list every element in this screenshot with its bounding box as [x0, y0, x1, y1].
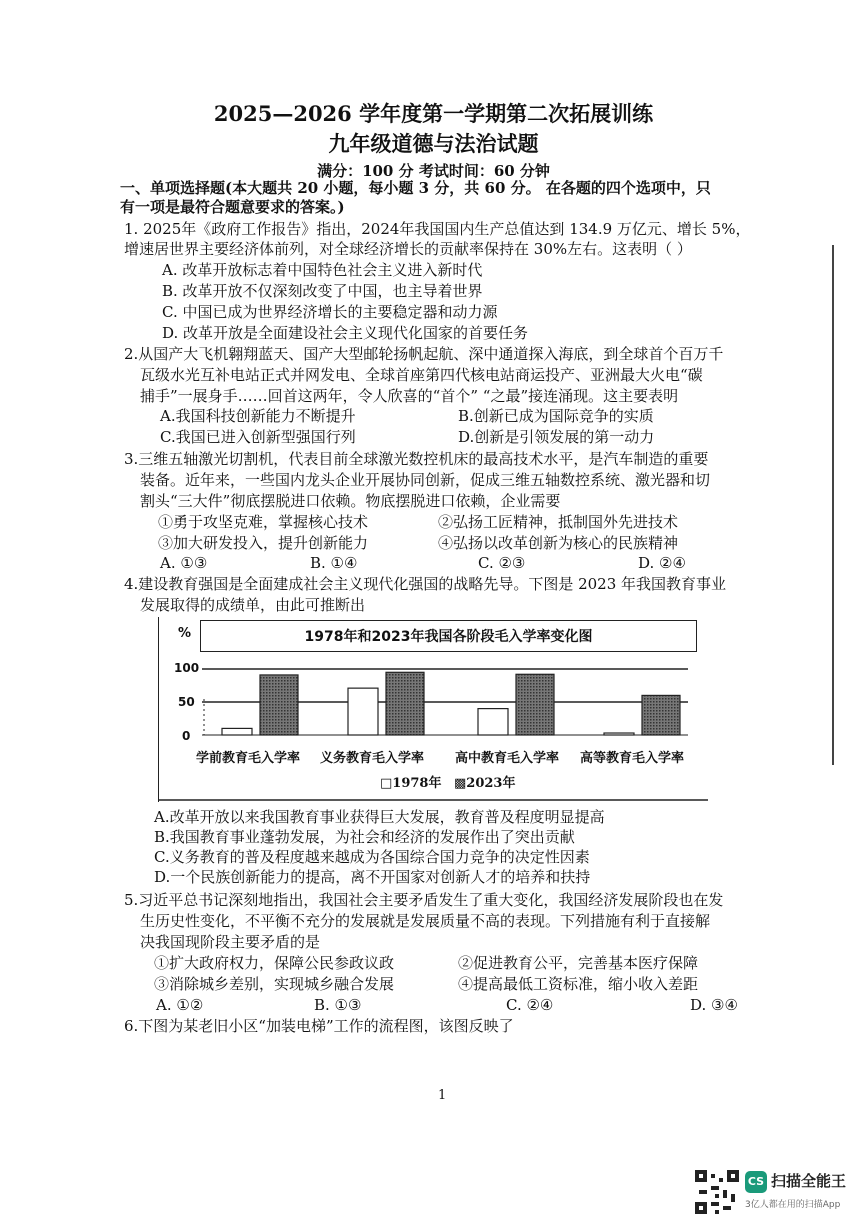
exam-meta: 满分：100 分 考试时间：60 分钟 — [317, 162, 550, 180]
q3-option-d: D. ②④ — [638, 554, 686, 572]
q5-statement-3: ③消除城乡差别，实现城乡融合发展 — [154, 975, 395, 993]
bar-2023-4 — [642, 695, 680, 735]
legend-1978: □1978年 — [380, 776, 442, 791]
q3-stem-line3: 割头“三大件”彻底摆脱进口依赖。物底摆脱进口依赖，企业需要 — [140, 492, 561, 510]
chart-legend — [380, 772, 515, 791]
q5-stem-line2: 生历史性变化，不平衡不充分的发展就是发展质量不高的表现。下列措施有利于直接解 — [140, 912, 711, 930]
q1-option-c: C. 中国已成为世界经济增长的主要稳定器和动力源 — [162, 303, 498, 321]
q5-statement-4: ④提高最低工资标准，缩小收入差距 — [458, 975, 699, 993]
q5-option-d: D. ③④ — [690, 996, 738, 1014]
margin-line — [832, 245, 834, 765]
exam-title: 2025—2026 学年度第一学期第二次拓展训练 — [213, 101, 654, 126]
chart-y-unit: % — [178, 626, 192, 641]
bar-1978-4 — [604, 733, 634, 735]
bar-2023-3 — [516, 674, 554, 735]
q3-statement-1: ①勇于攻坚克难，掌握核心技术 — [158, 513, 369, 531]
scanner-app-name: 扫描全能王 — [771, 1172, 847, 1190]
y-tick-0: 0 — [182, 729, 191, 743]
q4-option-c: C.义务教育的普及程度越来越成为各国综合国力竞争的决定性因素 — [154, 848, 590, 866]
q2-stem-line1: 2.从国产大飞机翱翔蓝天、国产大型邮轮扬帆起航、深中通道探入海底，到全球首个百万千 — [124, 345, 724, 363]
qr-code-icon — [695, 1170, 739, 1214]
q1-option-a: A. 改革开放标志着中国特色社会主义进入新时代 — [162, 261, 483, 279]
q5-option-a: A. ①② — [156, 996, 204, 1014]
q3-statement-4: ④弘扬以改革创新为核心的民族精神 — [438, 534, 679, 552]
q2-option-b: B.创新已成为国际竞争的实质 — [458, 407, 654, 425]
q2-option-c: C.我国已进入创新型强国行列 — [160, 428, 356, 446]
q3-stem-line1: 3.三维五轴激光切割机，代表目前全球激光数控机床的最高技术水平，是汽车制造的重要 — [124, 450, 709, 468]
q3-option-c: C. ②③ — [478, 554, 526, 572]
bar-1978-2 — [348, 688, 378, 735]
q3-stem-line2: 装备。近年来，一些国内龙头企业开展协同创新，促成三维五轴数控系统、激光器和切 — [140, 471, 711, 489]
chart-title: 1978年和2023年我国各阶段毛入学率变化图 — [304, 629, 593, 645]
q3-option-a: A. ①③ — [160, 554, 208, 572]
q2-stem-line2: 瓦级水光互补电站正式并网发电、全球首座第四代核电站商运投产、亚洲最大火电“碳 — [140, 366, 703, 384]
y-tick-100: 100 — [174, 661, 200, 675]
q4-option-d: D.一个民族创新能力的提高，离不开国家对创新人才的培养和扶持 — [154, 868, 591, 886]
q6-stem: 6.下图为某老旧小区“加装电梯”工作的流程图，该图反映了 — [124, 1017, 514, 1035]
scanner-app-tagline: 3亿人都在用的扫描App — [745, 1200, 841, 1210]
q1-stem-line2: 增速居世界主要经济体前列，对全球经济增长的贡献率保持在 30%左右。这表明（ ） — [124, 240, 692, 258]
q5-option-b: B. ①③ — [314, 996, 362, 1014]
q1-stem-line1: 1. 2025年《政府工作报告》指出，2024年我国国内生产总值达到 134.9 万亿元、增长 5%， — [124, 220, 751, 238]
x-label-compulsory: 义务教育毛入学率 — [320, 751, 425, 766]
x-label-higher: 高等教育毛入学率 — [580, 751, 685, 766]
q2-stem-line3: 捕手”一展身手……回首这两年，令人欣喜的“首个” “之最”接连涌现。这主要表明 — [140, 387, 679, 405]
q4-stem-line2: 发展取得的成绩单，由此可推断出 — [140, 596, 366, 614]
q3-statement-2: ②弘扬工匠精神，抵制国外先进技术 — [438, 513, 679, 531]
bar-1978-3 — [478, 709, 508, 735]
q5-statement-1: ①扩大政府权力，保障公民参政议政 — [154, 954, 395, 972]
bar-1978-1 — [222, 728, 252, 735]
q2-option-d: D.创新是引领发展的第一动力 — [458, 428, 655, 446]
y-tick-50: 50 — [178, 695, 195, 709]
chart-title-box — [200, 620, 697, 652]
q5-stem-line3: 决我国现阶段主要矛盾的是 — [140, 933, 321, 951]
q1-option-b: B. 改革开放不仅深刻改变了中国，也主导着世界 — [162, 282, 483, 300]
q3-statement-3: ③加大研发投入，提升创新能力 — [158, 534, 369, 552]
q3-option-b: B. ①④ — [310, 554, 358, 572]
legend-2023: ▩2023年 — [454, 776, 516, 791]
cs-logo-icon: CS — [745, 1171, 767, 1193]
exam-subtitle: 九年级道德与法治试题 — [328, 131, 539, 156]
section-heading-line2: 有一项是最符合题意要求的答案。) — [120, 198, 345, 216]
x-label-highschool: 高中教育毛入学率 — [455, 751, 560, 766]
bar-2023-2 — [386, 672, 424, 735]
q5-option-c: C. ②④ — [506, 996, 554, 1014]
q1-option-d: D. 改革开放是全面建设社会主义现代化国家的首要任务 — [162, 324, 529, 342]
q5-stem-line1: 5.习近平总书记深刻地指出，我国社会主要矛盾发生了重大变化，我国经济发展阶段也在发 — [124, 891, 724, 909]
q4-option-a: A.改革开放以来我国教育事业获得巨大发展，教育普及程度明显提高 — [154, 808, 605, 826]
bar-2023-1 — [260, 675, 298, 735]
x-label-preschool: 学前教育毛入学率 — [196, 751, 301, 766]
q4-option-b: B.我国教育事业蓬勃发展，为社会和经济的发展作出了突出贡献 — [154, 828, 575, 846]
q4-stem-line1: 4.建设教育强国是全面建成社会主义现代化强国的战略先导。下图是 2023 年我国教育事业 — [124, 575, 727, 593]
section-heading-line1: 一、单项选择题(本大题共 20 小题，每小题 3 分，共 60 分。 在各题的四个选项中，只 — [120, 179, 711, 197]
q5-statement-2: ②促进教育公平，完善基本医疗保障 — [458, 954, 699, 972]
page-number: 1 — [438, 1088, 447, 1103]
q2-option-a: A.我国科技创新能力不断提升 — [160, 407, 356, 425]
